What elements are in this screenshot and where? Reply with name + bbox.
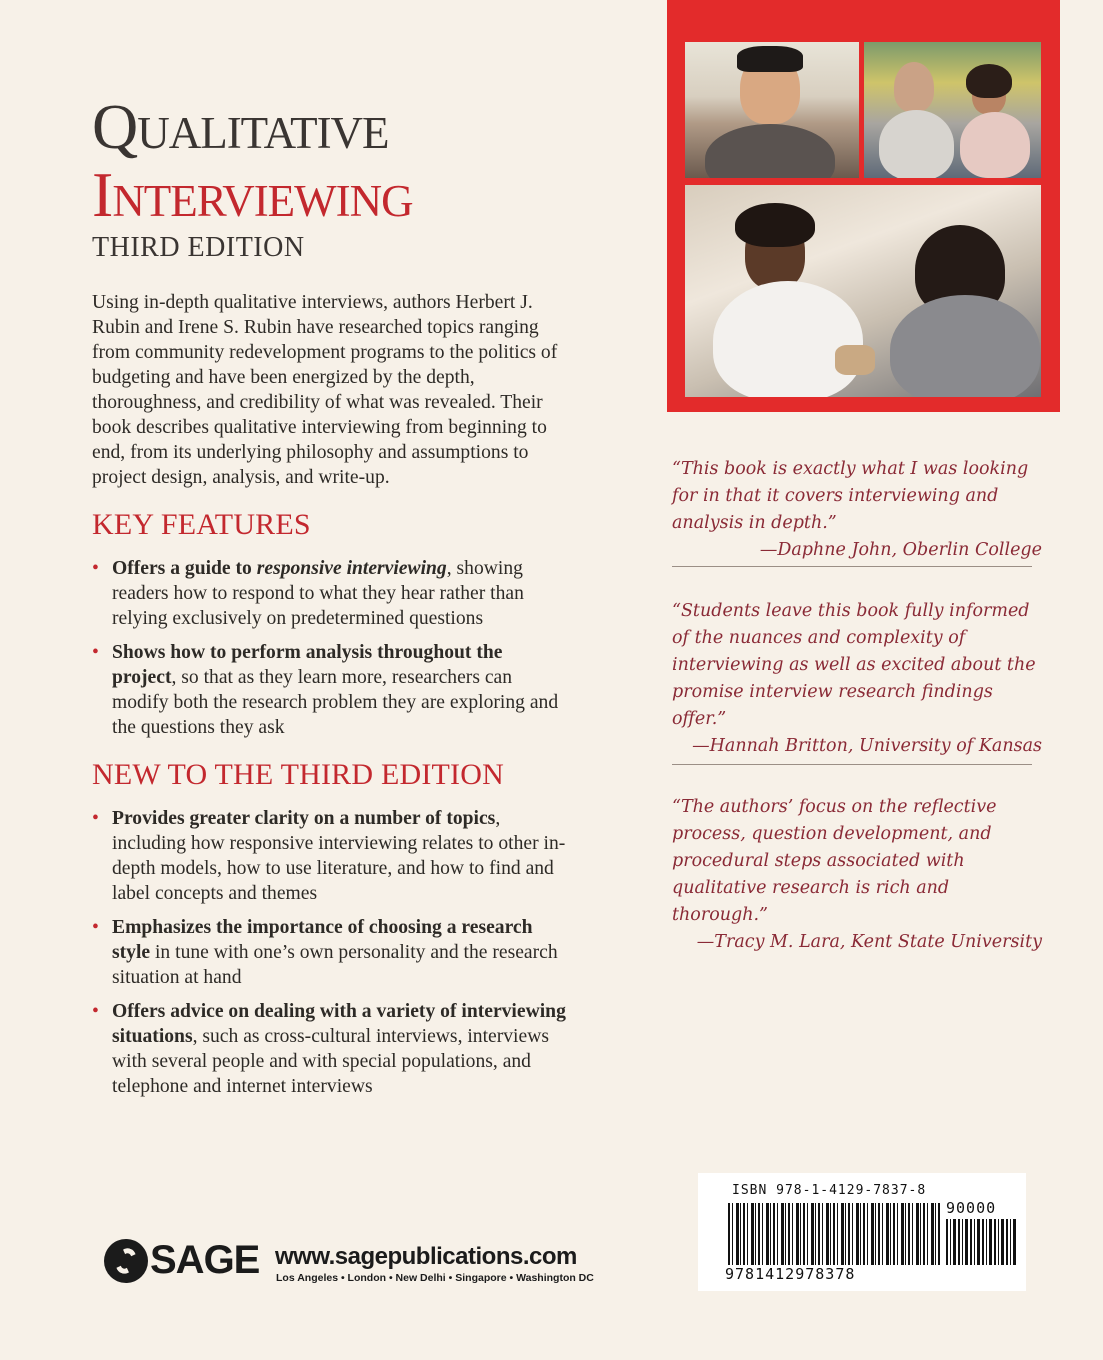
new-edition-heading: NEW TO THE THIRD EDITION: [92, 758, 504, 791]
publisher-cities: Los Angeles • London • New Delhi • Singapore • Washington DC: [276, 1272, 594, 1284]
sage-circle-icon: [104, 1239, 148, 1283]
feature-emphasis: responsive interviewing: [256, 558, 447, 579]
list-item: [92, 999, 570, 1099]
barcode-bars: [728, 1203, 940, 1265]
bullet-icon: •: [92, 917, 99, 938]
photo-panel: [667, 0, 1060, 412]
feature-text: in tune with one’s own personality and the research situation at hand: [112, 942, 558, 988]
price-barcode-bars: [946, 1219, 1016, 1265]
feature-text: , including how responsive interviewing relates to other in-depth models, how to use literature, and how to find and label concepts and themes: [112, 808, 566, 904]
quote-text: “The authors’ focus on the reflective process, question development, and procedural steps associated with qualitative research is rich and thorough.”: [672, 797, 997, 925]
feature-text: , such as cross-cultural interviews, interviews with several people and with special populations, and telephone and internet interviews: [112, 1026, 549, 1097]
quote-text: “This book is exactly what I was looking for in that it covers interviewing and analysis in depth.”: [672, 459, 1029, 533]
review-quote-1: [672, 456, 1042, 564]
quote-attribution: —Hannah Britton, University of Kansas: [692, 736, 1042, 756]
photo-elder-interview: [864, 42, 1041, 178]
bullet-icon: •: [92, 1001, 99, 1022]
photo-students-interview: [685, 185, 1041, 397]
price-code: 90000: [946, 1199, 997, 1217]
divider: [672, 764, 1032, 765]
sage-logo: [104, 1238, 259, 1283]
photo-young-man: [685, 42, 859, 178]
new-edition-list: [92, 806, 592, 1099]
key-features-list: [92, 556, 592, 740]
review-quote-3: [672, 794, 1042, 956]
edition-label: THIRD EDITION: [92, 232, 305, 263]
isbn-number: 9781412978378: [725, 1265, 856, 1283]
bullet-icon: •: [92, 558, 99, 579]
quote-attribution: —Daphne John, Oberlin College: [759, 540, 1042, 560]
feature-text: , so that as they learn more, researchers can modify both the research problem they are exploring and the questions they ask: [112, 667, 559, 738]
title-line-1: Qualitative: [92, 91, 389, 162]
sage-wordmark: SAGE: [150, 1238, 260, 1282]
bullet-icon: •: [92, 808, 99, 829]
quote-attribution: —Tracy M. Lara, Kent State University: [696, 932, 1042, 952]
list-item: [92, 806, 570, 906]
feature-bold: Offers advice on dealing with a variety of interviewing situations: [112, 1001, 566, 1047]
title-line-2: Interviewing: [92, 159, 413, 230]
list-item: [92, 640, 570, 740]
list-item: [92, 556, 570, 631]
publisher-url: www.sagepublications.com: [275, 1243, 577, 1270]
feature-text: , showing readers how to respond to what they hear rather than relying exclusively on predetermined questions: [112, 558, 524, 629]
quote-text: “Students leave this book fully informed of the nuances and complexity of interviewing as well as excited about the promise interview research findings offer.”: [672, 601, 1036, 729]
key-features-heading: KEY FEATURES: [92, 508, 311, 541]
review-quote-2: [672, 598, 1042, 760]
intro-paragraph: Using in-depth qualitative interviews, authors Herbert J. Rubin and Irene S. Rubin have researched topics ranging from community redevelopment programs to the politics of budgeting and have been energized by the depth, thoroughness, and credibility of what was revealed. Their book describes qualitative interviewing from beginning to end, from its underlying philosophy and assumptions to project design, analysis, and write-up.: [92, 292, 558, 488]
divider: [672, 566, 1032, 567]
feature-bold: Offers a guide to: [112, 558, 257, 579]
list-item: [92, 915, 570, 990]
bullet-icon: •: [92, 642, 99, 663]
feature-bold: Shows how to perform analysis throughout the project: [112, 642, 503, 688]
feature-bold: Provides greater clarity on a number of topics: [112, 808, 496, 829]
left-column: [92, 92, 592, 1108]
isbn-label: ISBN 978-1-4129-7837-8: [732, 1183, 927, 1198]
feature-bold: Emphasizes the importance of choosing a research style: [112, 917, 533, 963]
isbn-barcode: [698, 1173, 1026, 1291]
